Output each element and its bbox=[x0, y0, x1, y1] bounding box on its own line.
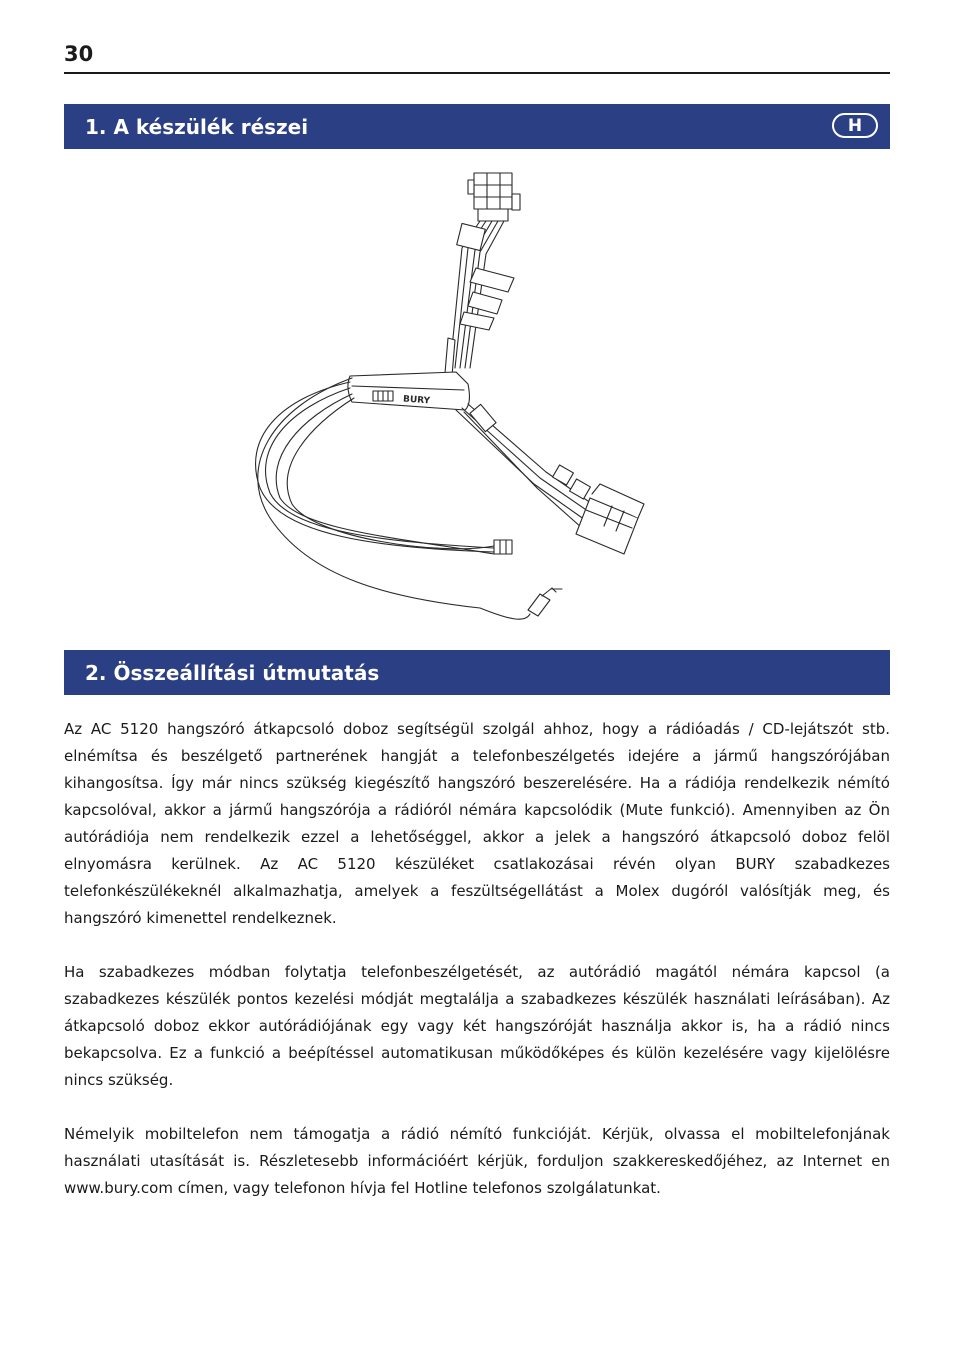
paragraph: Ha szabadkezes módban folytatja telefonbeszélgetését, az autórádió magától némára kapcsol (a szabadkezes készülék pontos kezelési módját megtalálja a szabadkezes készülék használati leírásában). Az átkapcsoló doboz ekkor autórádiójának egy vagy két hangszóróját használja akkor is, ha a rádió nincs bekapcsolva. Ez a funkció a beépítéssel automatikusan működőképes és külön kezelésére vagy kijelölésre nincs szükség. bbox=[64, 963, 890, 1089]
control-box bbox=[348, 372, 470, 410]
molex-connector bbox=[494, 540, 512, 554]
body-text bbox=[64, 716, 890, 1229]
section-header-assembly bbox=[64, 650, 890, 695]
top-connector bbox=[468, 173, 520, 221]
device-illustration bbox=[240, 168, 660, 638]
section-title: 2. Összeállítási útmutatás bbox=[85, 661, 380, 685]
section-title: 1. A készülék részei bbox=[85, 115, 309, 139]
paragraph: Némelyik mobiltelefon nem támogatja a rádió némító funkcióját. Kérjük, olvassa el mobiltelefonjának használati utasítását is. Részletesebb információért kérjük, forduljon szakkereskedőjéhez, az Internet en www.bury.com címen, vagy telefonon hívja fel Hotline telefonos szolgálatunkat. bbox=[64, 1125, 890, 1197]
language-badge: H bbox=[832, 113, 878, 138]
svg-text:BURY: BURY bbox=[402, 394, 431, 407]
audio-jack bbox=[528, 588, 562, 616]
paragraph: Az AC 5120 hangszóró átkapcsoló doboz segítségül szolgál ahhoz, hogy a rádióadás / CD-lejátszót stb. elnémítsa és beszélgető partnerének hangját a telefonbeszélgetés idejére a jármű hangszórójában kihangosítsa. Így már nincs szükség kiegészítő hangszóró beszerelésére. Ha a rádiója rendelkezik némító kapcsolóval, akkor a jármű hangszórója a rádióról némára kapcsolódik (Mute funkció). Amennyiben az Ön autórádiója nem rendelkezik ezzel a lehetőséggel, akkor a jelek a hangszóró átkapcsoló doboz felöl elnyomásra kerülnek. Az AC 5120 készüléket csatlakozásai révén olyan BURY szabadkezes telefonkészülékeknél alkalmazhatja, amelyek a feszültségellátást a Molex dugóról valósítják meg, és hangszóró kimenettel rendelkeznek. bbox=[64, 720, 890, 927]
section-header-parts bbox=[64, 104, 890, 149]
page-number: 30 bbox=[64, 42, 94, 66]
header-rule bbox=[64, 72, 890, 74]
